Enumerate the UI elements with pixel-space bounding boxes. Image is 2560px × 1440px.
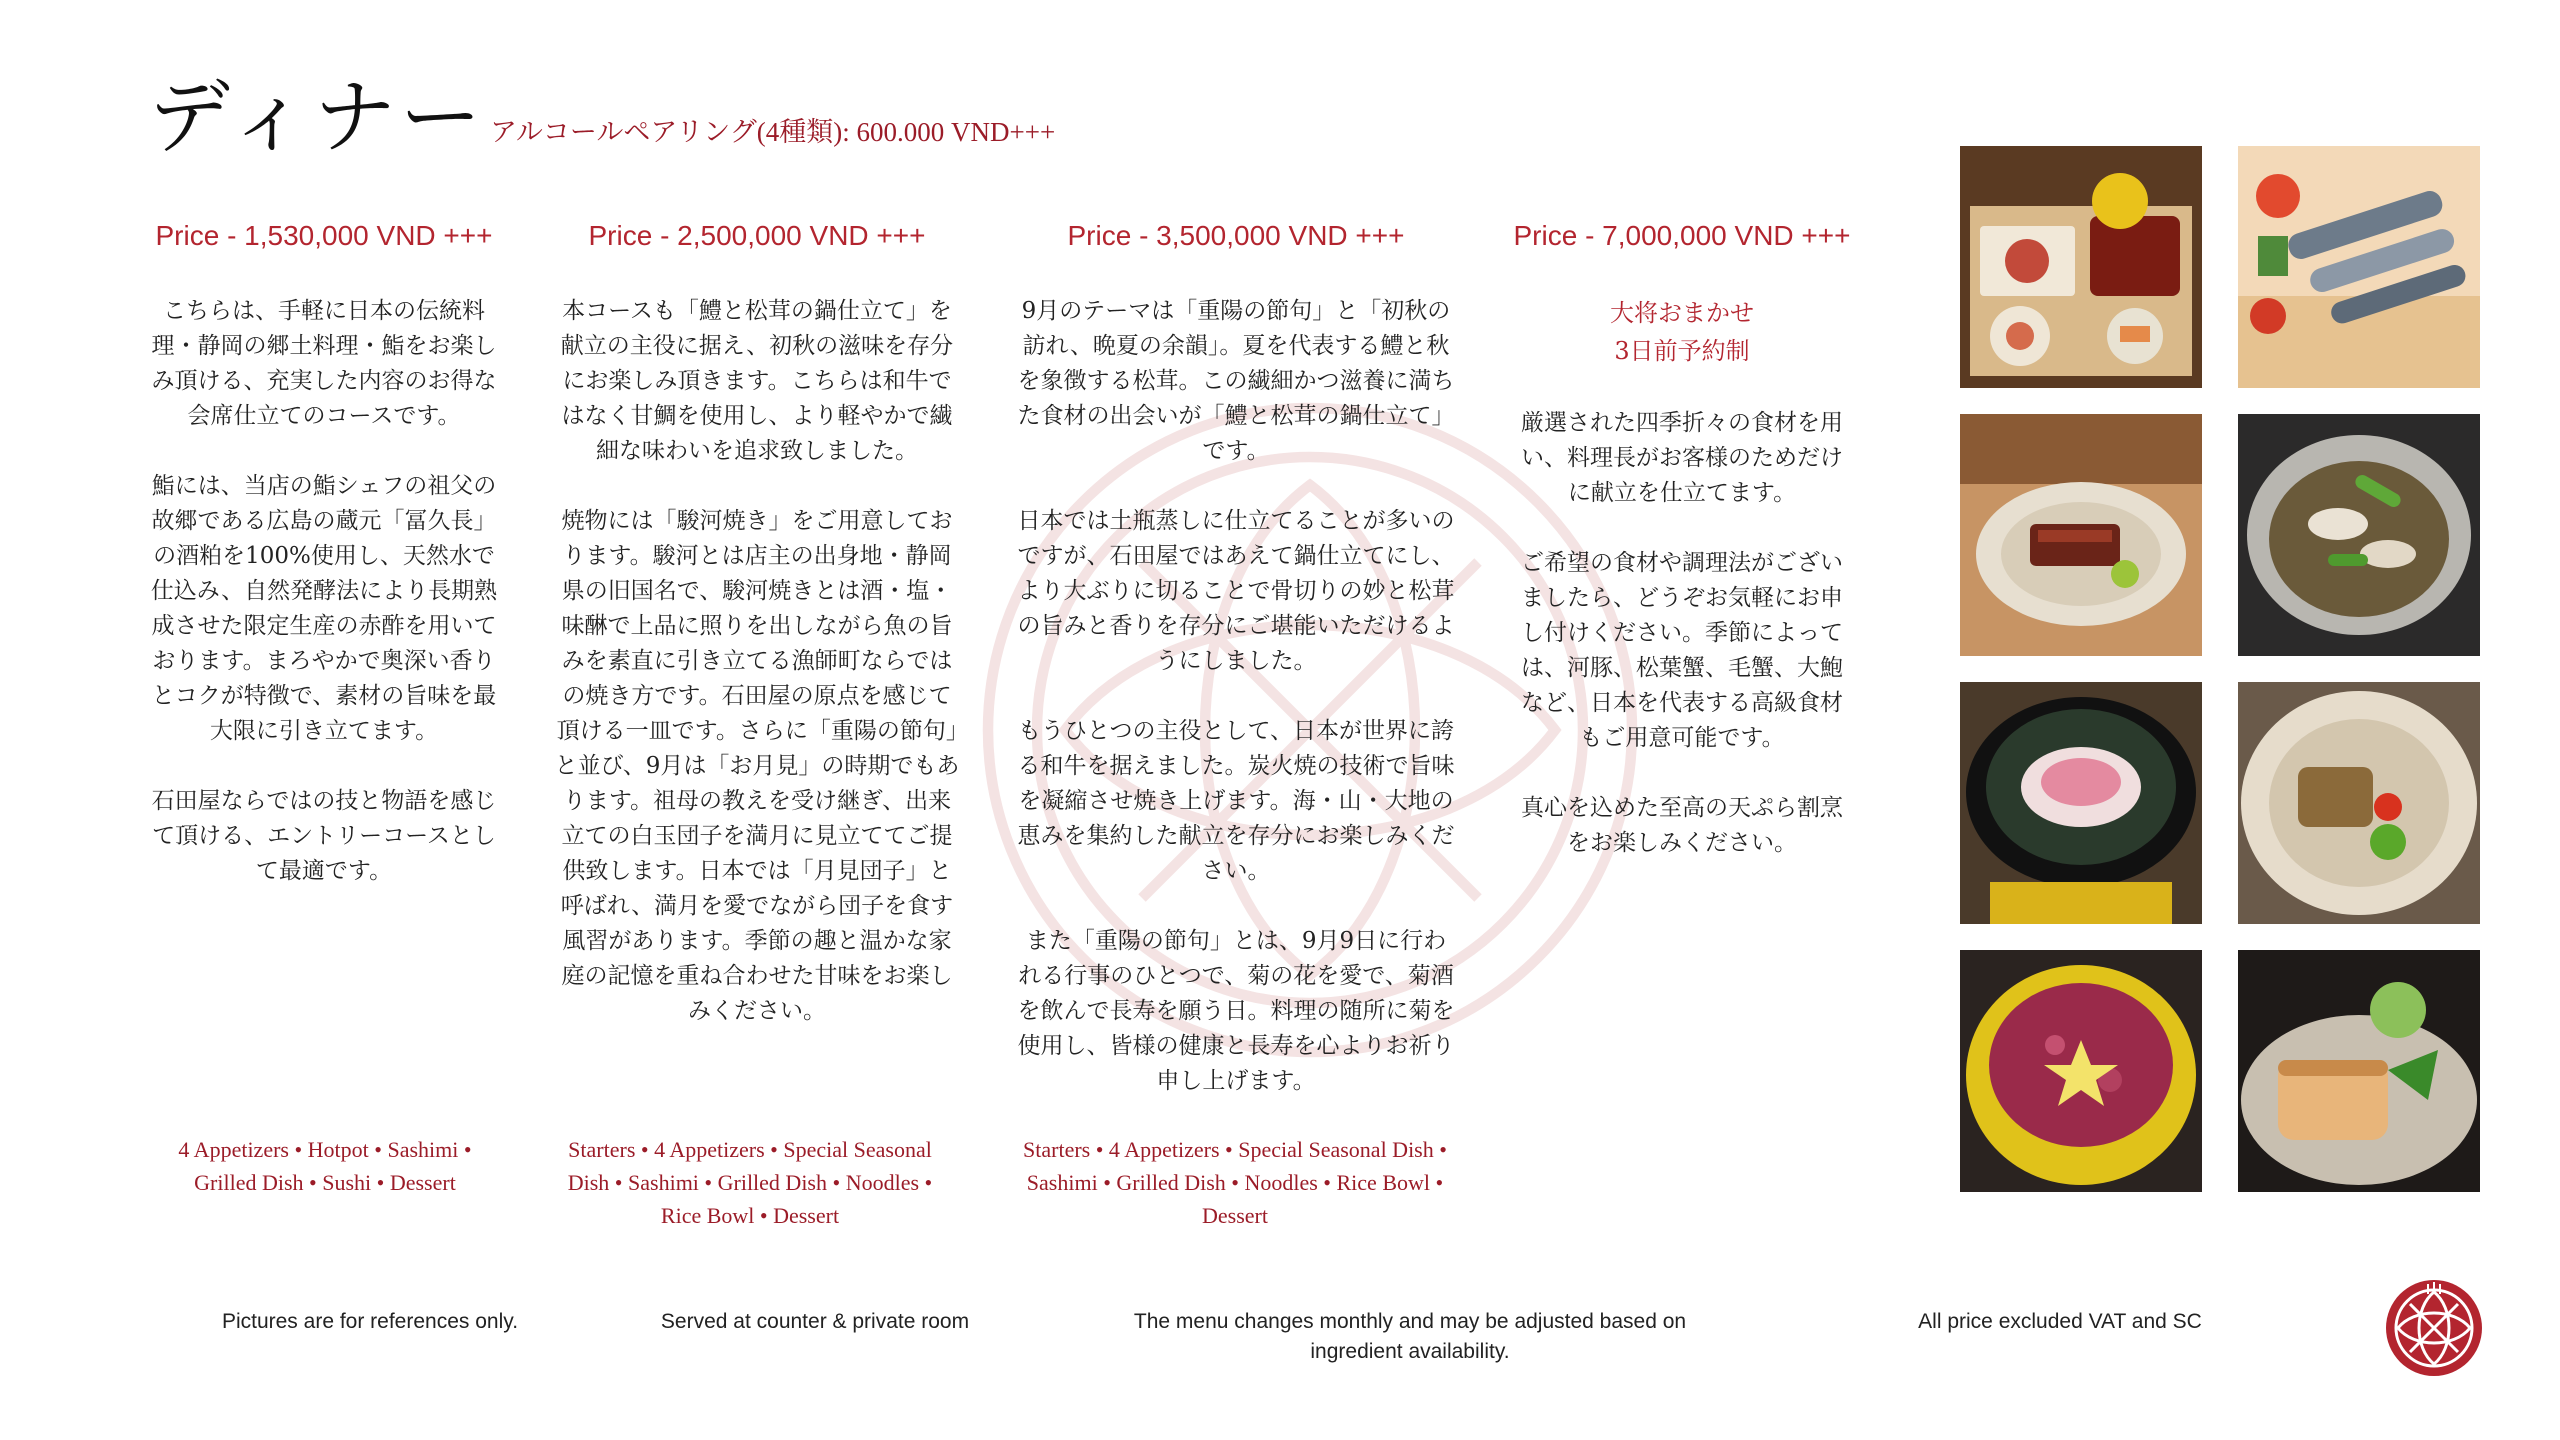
course-description: 9月のテーマは「重陽の節句」と「初秋の訪れ、晩夏の余韻」。夏を代表する鱧と秋を象徴する松茸。この繊細かつ滋養に満ちた食材の出会いが「鱧と松茸の鍋仕立て」です。 [1017, 298, 1455, 464]
course-description: こちらは、手軽に日本の伝統料理・静岡の郷土料理・鮨をお楽しみ頂ける、充実した内容のお得な会席仕立てのコースです。 [151, 298, 497, 429]
course-description: また「重陽の節句」とは、9月9日に行われる行事のひとつで、菊の花を愛で、菊酒を飲んで長寿を願う日。料理の随所に菊を使用し、皆様の健康と長寿を心よりお祈り申し上げます。 [1017, 928, 1455, 1094]
alcohol-pairing-note: アルコールペアリング(4種類): 600.000 VND+++ [490, 117, 1056, 147]
footer-note-tax: All price excluded VAT and SC [1918, 1310, 2202, 1333]
course-description: 真心を込めた至高の天ぷら割烹をお楽しみください。 [1521, 795, 1843, 856]
course-price: Price - 1,530,000 VND +++ [155, 220, 493, 251]
sashimi-platter-photo [2238, 146, 2480, 388]
course-column-3 [1016, 220, 1456, 1099]
omakase-label [1512, 294, 1852, 370]
course-price: Price - 7,000,000 VND +++ [1513, 220, 1851, 251]
course-description: 焼物には「駿河焼き」をご用意しております。駿河とは店主の出身地・静岡県の旧国名で、駿河焼きとは酒・塩・味醂で上品に照りを出しながら魚の旨みを素直に引き立てる漁師町ならではの焼き方です。石田屋の原点を感じて頂ける一皿です。さらに「重陽の節句」と並び、9月は「お月見」の時期でもあります。祖母の教えを受け継ぎ、出来立ての白玉団子を満月に見立ててご提供致します。日本では「月見団子」と呼ばれ、満月を愛でながら団子を食す風習があります。季節の趣と温かな家庭の記憶を重ね合わせた甘味をお楽しみください。 [554, 508, 960, 1024]
course-description: 本コースも「鱧と松茸の鍋仕立て」を献立の主役に据え、初秋の滋味を存分にお楽しみ頂きます。こちらは和牛ではなく甘鯛を使用し、より軽やかで繊細な味わいを追求致しました。 [560, 298, 954, 464]
footer-note-pictures: Pictures are for references only. [221, 1310, 519, 1333]
footer-note-menu-changes: The menu changes monthly and may be adjusted based on ingredient availability. [1133, 1310, 1687, 1363]
footer-note-service: Served at counter & private room [660, 1310, 970, 1333]
course-list: Starters • 4 Appetizers • Special Seasonal Dish • Sashimi • Grilled Dish • Noodles • Rice Bowl • Dessert [1023, 1137, 1447, 1228]
course-description: 鮨には、当店の鮨シェフの祖父の故郷である広島の蔵元「冨久長」の酒粕を100%使用し、天然水で仕込み、自然発酵法により長期熟成させた限定生産の赤酢を用いております。まろやかで奥深い香りとコクが特徴で、素材の旨味を最大限に引き立てます。 [150, 473, 498, 744]
dessert-photo [2238, 950, 2480, 1192]
course-column-2 [552, 220, 962, 1029]
kaiseki-tray-photo [1960, 146, 2202, 388]
tuna-rice-bowl-photo [1960, 950, 2202, 1192]
course-description: もうひとつの主役として、日本が世界に誇る和牛を据えました。炭火焼の技術で旨味を凝縮させ焼き上げます。海・山・大地の恵みを集約した献立を存分にお楽しみください。 [1017, 718, 1455, 884]
page-title: ディナー [148, 70, 486, 165]
grilled-wagyu-photo [1960, 414, 2202, 656]
course-description: 日本では土瓶蒸しに仕立てることが多いのですが、石田屋ではあえて鍋仕立てにし、より大ぶりに切ることで骨切りの妙と松茸の旨みと香りを存分にご堪能いただけるようにしました。 [1017, 508, 1455, 674]
noodle-bowl-photo [1960, 682, 2202, 924]
grilled-fish-photo [2238, 682, 2480, 924]
course-list: 4 Appetizers • Hotpot • Sashimi • Grilled Dish • Sushi • Dessert [178, 1137, 472, 1195]
course-description: 厳選された四季折々の食材を用い、料理長がお客様のためだけに献立を仕立てます。 [1521, 410, 1843, 506]
course-list: Starters • 4 Appetizers • Special Seasonal Dish • Sashimi • Grilled Dish • Noodles • Rice Bowl • Dessert [567, 1137, 933, 1228]
course-price: Price - 3,500,000 VND +++ [1067, 220, 1405, 251]
hotpot-photo [2238, 414, 2480, 656]
course-description: 石田屋ならではの技と物語を感じて頂ける、エントリーコースとして最適です。 [151, 788, 497, 884]
omakase-reservation-note: 3日前予約制 [1614, 337, 1750, 365]
course-column-1 [148, 220, 500, 889]
omakase-title: 大将おまかせ [1610, 299, 1754, 327]
course-column-4 [1512, 220, 1852, 861]
course-description: ご希望の食材や調理法がございましたら、どうぞお気軽にお申し付けください。季節によっては、河豚、松葉蟹、毛蟹、大鮑など、日本を代表する高級食材もご用意可能です。 [1521, 550, 1843, 751]
course-price: Price - 2,500,000 VND +++ [588, 220, 926, 251]
restaurant-crest-logo [2384, 1278, 2484, 1378]
